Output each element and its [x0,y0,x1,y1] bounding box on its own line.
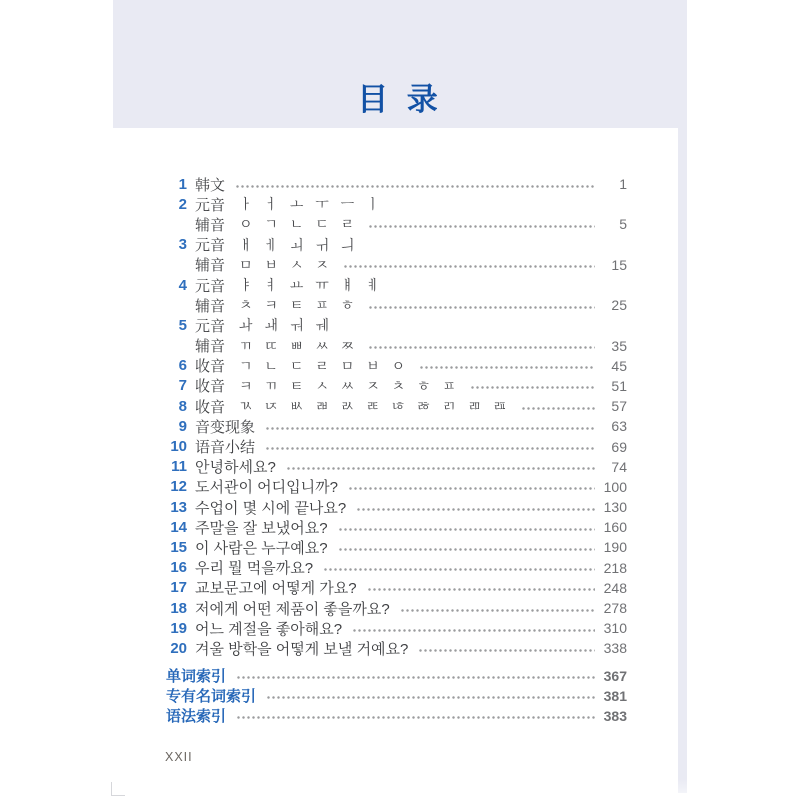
toc-row [166,618,627,638]
entry-page-number: 74 [611,458,627,475]
dot-leader [470,385,595,390]
toc-row [166,578,627,598]
entry-page-number: 63 [611,418,627,435]
entry-page-number: 190 [603,539,627,556]
entry-title: 이 사람은 누구예요? [195,539,328,557]
entry-title: 收音 [195,378,226,396]
entry-page-number: 248 [603,579,627,596]
toc-row [166,558,627,578]
entry-title: 저에게 어떤 제품이 좋을까요? [195,600,390,618]
dot-leader [286,466,595,471]
toc-row [166,295,627,315]
entry-jamo: ㅊ ㅋ ㅌ ㅍ ㅎ [239,297,359,314]
dot-leader [266,695,595,700]
entry-title: 교보문고에 어떻게 가요? [195,580,357,598]
page-title: 目 录 [357,82,443,117]
entry-number: 9 [178,417,187,435]
entry-number: 4 [178,276,187,294]
toc-row [166,416,627,436]
entry-number: 18 [170,599,187,617]
toc-list [166,174,627,726]
index-label: 单词索引 [166,668,227,686]
toc-row [166,598,627,618]
dot-leader [368,345,595,350]
toc-row [166,396,627,416]
entry-page-number: 383 [603,707,627,724]
entry-title: 어느 계절을 좋아해요? [195,620,343,638]
entry-title: 겨울 방학을 어떻게 보낼 거예요? [195,640,409,658]
dot-leader [236,715,595,720]
toc-row [166,497,627,517]
dot-leader [265,446,595,451]
toc-row [166,638,627,658]
dot-leader [265,426,595,431]
toc-row [166,275,627,295]
dot-leader [343,264,595,269]
toc-row [166,457,627,477]
entry-number: 20 [170,639,187,657]
entry-number: 15 [170,538,187,556]
entry-number: 6 [178,357,187,375]
entry-title: 주말을 잘 보냈어요? [195,519,328,537]
entry-page-number: 367 [603,667,627,684]
dot-leader [323,567,595,572]
entry-number: 3 [178,236,187,254]
header-band [113,0,687,128]
entry-page-number: 5 [619,216,627,233]
entry-page-number: 160 [603,519,627,536]
entry-number: 2 [178,195,187,213]
dot-leader [356,507,595,512]
toc-row [166,537,627,557]
corner-mark [111,782,125,796]
toc-index-row [166,706,627,726]
dot-leader [367,587,595,592]
entry-title: 우리 뭘 먹을까요? [195,560,314,578]
entry-title: 收音 [195,398,226,416]
entry-page-number: 338 [603,640,627,657]
entry-title: 元音 [195,196,226,214]
index-label: 语法索引 [166,708,227,726]
entry-page-number: 278 [603,600,627,617]
entry-number: 10 [170,438,187,456]
dot-leader [235,184,595,189]
entry-jamo: ㅇ ㄱ ㄴ ㄷ ㄹ [239,216,359,233]
dot-leader [521,406,595,411]
entry-title: 元音 [195,277,226,295]
toc-row [166,235,627,255]
folio-page-number: XXII [165,750,193,764]
entry-title: 语音小结 [195,439,256,457]
toc-index-row [166,666,627,686]
entry-title: 辅音 [195,257,226,275]
entry-page-number: 100 [603,478,627,495]
entry-jamo: ㅘ ㅙ ㅝ ㅞ [239,317,333,334]
entry-jamo: ㅁ ㅂ ㅅ ㅈ [239,256,333,273]
entry-page-number: 25 [611,297,627,314]
entry-jamo: ㅑ ㅕ ㅛ ㅠ ㅒ ㅖ [239,277,384,294]
entry-title: 안녕하세요? [195,459,276,477]
entry-page-number: 1 [619,176,627,193]
entry-page-number: 69 [611,438,627,455]
entry-page-number: 310 [603,620,627,637]
dot-leader [418,648,595,653]
entry-title: 收音 [195,358,226,376]
entry-number: 1 [178,175,187,193]
entry-title: 辅音 [195,216,226,234]
toc-row [166,436,627,456]
dot-leader [338,527,595,532]
entry-number: 19 [170,619,187,637]
entry-number: 7 [178,377,187,395]
entry-number: 5 [178,316,187,334]
dot-leader [236,675,595,680]
entry-number: 16 [170,559,187,577]
entry-title: 수업이 몇 시에 끝나요? [195,499,347,517]
entry-title: 辅音 [195,297,226,315]
dot-leader [348,486,595,491]
entry-page-number: 35 [611,337,627,354]
entry-number: 13 [170,498,187,516]
entry-number: 8 [178,397,187,415]
entry-page-number: 15 [611,256,627,273]
dot-leader [368,305,595,310]
entry-jamo: ㅋ ㄲ ㅌ ㅅ ㅆ ㅈ ㅊ ㅎ ㅍ [239,377,460,394]
entry-page-number: 45 [611,357,627,374]
toc-row [166,194,627,214]
dot-leader [368,224,595,229]
entry-title: 音变现象 [195,418,256,436]
toc-row [166,255,627,275]
entry-page-number: 57 [611,398,627,415]
toc-index-row [166,686,627,706]
entry-page-number: 51 [611,377,627,394]
entry-title: 元音 [195,237,226,255]
toc-row [166,174,627,194]
entry-title: 도서관이 어디입니까? [195,479,338,497]
dot-leader [419,365,595,370]
toc-row [166,376,627,396]
entry-title: 韩文 [195,176,226,194]
entry-title: 辅音 [195,338,226,356]
dot-leader [338,547,595,552]
entry-jamo: ㄳ ㄵ ㅄ ㄼ ㄽ ㄾ ㄶ ㅀ ㄺ ㄻ ㄿ [239,398,511,415]
entry-number: 17 [170,579,187,597]
entry-jamo: ㄲ ㄸ ㅃ ㅆ ㅉ [239,337,359,354]
entry-jamo: ㅏ ㅓ ㅗ ㅜ ㅡ ㅣ [239,196,384,213]
dot-leader [352,628,595,633]
entry-page-number: 218 [603,559,627,576]
entry-page-number: 130 [603,499,627,516]
entry-jamo: ㅐ ㅔ ㅚ ㅟ ㅢ [239,236,359,253]
entry-number: 11 [171,458,187,476]
toc-row [166,315,627,335]
toc-row [166,517,627,537]
toc-row [166,214,627,234]
entry-number: 14 [170,518,187,536]
toc-row [166,336,627,356]
entry-page-number: 381 [603,687,627,704]
entry-jamo: ㄱ ㄴ ㄷ ㄹ ㅁ ㅂ ㅇ [239,357,410,374]
dot-leader [400,608,595,613]
index-label: 专有名词索引 [166,688,257,706]
toc-row [166,477,627,497]
entry-number: 12 [170,478,187,496]
toc-row [166,356,627,376]
entry-title: 元音 [195,317,226,335]
side-accent-strip [678,128,687,793]
